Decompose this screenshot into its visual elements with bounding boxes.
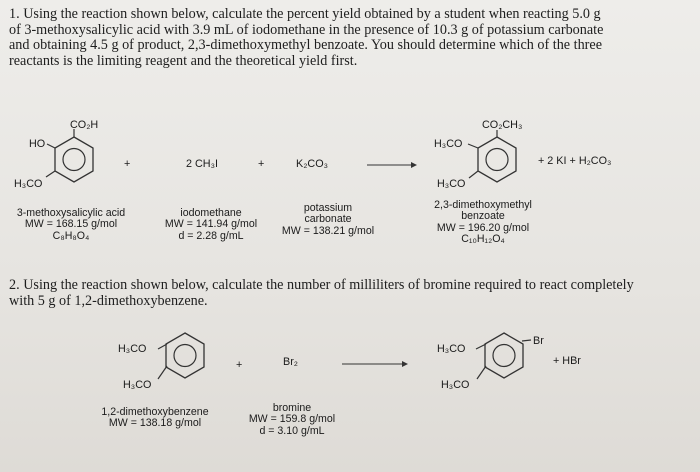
- r3-name-line1: potassium: [303, 202, 353, 214]
- r1-info: [4, 208, 138, 242]
- p1-info: [418, 200, 548, 246]
- plus-sign-2: +: [258, 158, 265, 170]
- r3-name-line2: carbonate: [304, 213, 352, 226]
- r2-density: d = 2.28 g/mL: [178, 229, 244, 242]
- benzene-ring-icon: [475, 135, 519, 185]
- p2-left-top: H₃CO: [437, 343, 466, 355]
- benzene-ring-icon: [482, 331, 526, 381]
- q2-r1-mw: MW = 138.18 g/mol: [108, 417, 202, 430]
- plus-sign-1: +: [124, 158, 131, 170]
- p1-left-top: H₃CO: [434, 138, 463, 150]
- q2-r2-mw: MW = 159.8 g/mol: [248, 413, 336, 426]
- question-1-text: 1. Using the reaction shown below, calculate the percent yield obtained by a student when reacting 5.0 g of 3-methoxysalicylic acid with 3.9 mL of iodomethane in the presence of 10.3 g of potassium carbonate and obtaining 4.5 g of product, 2,3-dimethoxymethyl benzoate. You should determine which of the three reactants is the limiting reagent and the theoretical yield first.: [9, 6, 604, 69]
- r1-name: 3-methoxysalicylic acid: [16, 207, 126, 219]
- r2-left-bottom: H₃CO: [123, 379, 152, 391]
- q2-r2-name: bromine: [272, 402, 312, 414]
- byproduct-hbr: + HBr: [553, 355, 581, 367]
- r2-name: iodomethane: [180, 207, 242, 219]
- p1-top-group: CO₂CH₃: [482, 119, 523, 131]
- p1-formula: C₁₀H₁₂O₄: [461, 233, 505, 246]
- r1-mw: MW = 168.15 g/mol: [24, 218, 118, 231]
- reaction-arrow-icon: [342, 359, 408, 369]
- benzene-ring-icon: [163, 331, 207, 381]
- q2-r1-info: [88, 407, 222, 430]
- q2-r1-name: 1,2-dimethoxybenzene: [101, 406, 209, 418]
- r3-mw: MW = 138.21 g/mol: [281, 224, 375, 237]
- r1-top-group: CO₂H: [70, 119, 99, 131]
- question-2-text: 2. Using the reaction shown below, calculate the number of milliliters of bromine required to react completely with 5 g of 1,2-dimethoxybenzene.: [9, 277, 634, 309]
- reactant-k2co3-label: K₂CO₃: [296, 158, 328, 170]
- r2-left-top: H₃CO: [118, 343, 147, 355]
- p2-right-top: Br: [533, 335, 544, 347]
- r3-info: [270, 203, 386, 237]
- byproducts-label: + 2 KI + H₂CO₃: [538, 155, 612, 167]
- plus-sign-3: +: [236, 359, 243, 371]
- r2-mw: MW = 141.94 g/mol: [164, 218, 258, 231]
- p1-mw: MW = 196.20 g/mol: [436, 221, 530, 234]
- q2-r2-density: d = 3.10 g/mL: [259, 424, 325, 437]
- p1-left-bottom: H₃CO: [437, 178, 466, 190]
- p1-name-line2: benzoate: [461, 210, 505, 223]
- r1-left-top: HO: [29, 138, 46, 150]
- reactant-iodomethane-label: 2 CH₃I: [186, 158, 218, 170]
- p2-left-bottom: H₃CO: [441, 379, 470, 391]
- reaction-arrow-icon: [367, 160, 417, 170]
- r2-info: [152, 208, 270, 242]
- reactant-bromine-label: Br₂: [283, 356, 298, 368]
- r1-left-bottom: H₃CO: [14, 178, 43, 190]
- r1-formula: C₈H₈O₄: [52, 229, 90, 242]
- q2-r2-info: [234, 403, 350, 437]
- p1-name-line1: 2,3-dimethoxymethyl: [434, 199, 532, 211]
